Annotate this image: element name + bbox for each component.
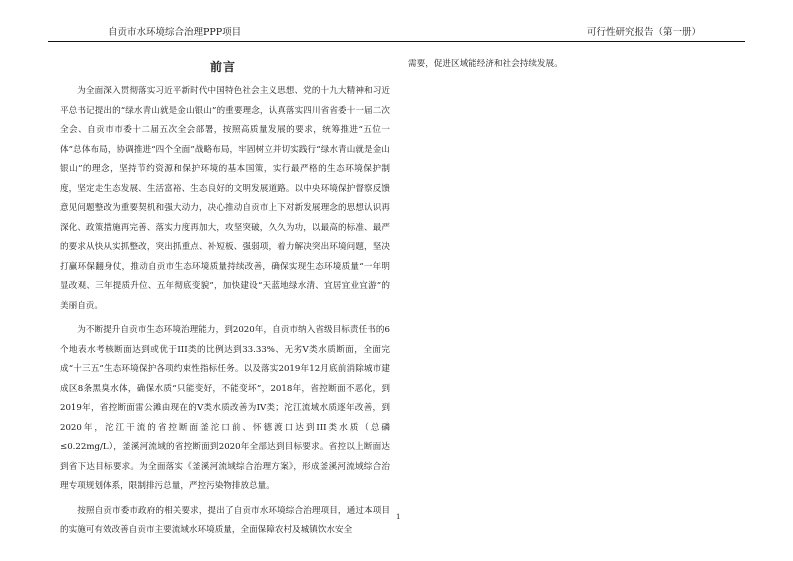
- paragraph-1: 为全面深入贯彻落实习近平新时代中国特色社会主义思想、党的十九大精神和习近平总书记提出的“绿水青山就是金山银山”的重要理念，认真落实四川省省委十一届二次全会、自贡市市委十二届五次全会部署，按照高质量发展的要求，统筹推进“五位一体”总体布局，协调推进“四个全面”战略布局，牢固树立并切实践行“绿水青山就是金山银山”的理念，坚持节约资源和保护环境的基本国策，实行最严格的生态环境保护制度，坚定走生态发展、生活富裕、生态良好的文明发展道路。以中央环境保护督察反馈意见问题整改为重要契机和强大动力，决心推动自贡市上下对新发展理念的思想认识再深化、政策措施再完善、落实力度再加大，攻坚突破，久久为功，以最高的标准、最严的要求从快从实抓整改，突出抓重点、补短板、强弱项，着力解决突出环境问题，坚决打赢环保翻身仗，推动自贡市生态环境质量持续改善，确保实现生态环境质量“一年明显改观、三年提质升位、五年彻底变貌”，加快建设“天蓝地绿水清、宜居宜业宜游”的美丽自贡。: [60, 86, 390, 311]
- header-divider: [48, 41, 745, 42]
- paragraph-continuation: 需要，促进区域能经济和社会持续发展。: [408, 59, 563, 69]
- right-column: [408, 55, 738, 75]
- left-column: [60, 82, 390, 546]
- header-project-name: 自贡市水环境综合治理PPP项目: [108, 27, 242, 38]
- paragraph-3: 按照自贡市委市政府的相关要求，提出了自贡市水环境综合治理项目，通过本项目的实施可有效改善自贡市主要流域水环境质量，全面保障农村及城镇饮水安全: [60, 505, 390, 535]
- paragraph-2: 为不断提升自贡市生态环境治理能力，到2020年，自贡市纳入省级目标责任书的6个地表水考核断面达到或优于III类的比例达到33.33%、无劣V类水质断面，全面完成“十三五”生态环境保护各项约束性指标任务。以及落实2019年12月底前消除城市建成区8条黑臭水体，确保水质“只能变好，不能变坏”，2018年，省控断面不恶化，到2019年，省控断面雷公滩由现在的V类水质改善为IV类；沱江流域水质逐年改善，到2020年，沱江干流的省控断面釜沱口前、怀德渡口达到III类水质（总磷≤0.22mg/L），釜溪河流域的省控断面到2020年全部达到目标要求。省控以上断面达到省下达目标要求。为全面落实《釜溪河流域综合治理方案》，形成釜溪河流域综合治理专项规划体系，限制排污总量，严控污染物排放总量。: [60, 325, 390, 491]
- header-report-title: 可行性研究报告（第一册）: [586, 27, 701, 38]
- page-number: 1: [396, 513, 401, 521]
- section-title: 前言: [209, 60, 236, 74]
